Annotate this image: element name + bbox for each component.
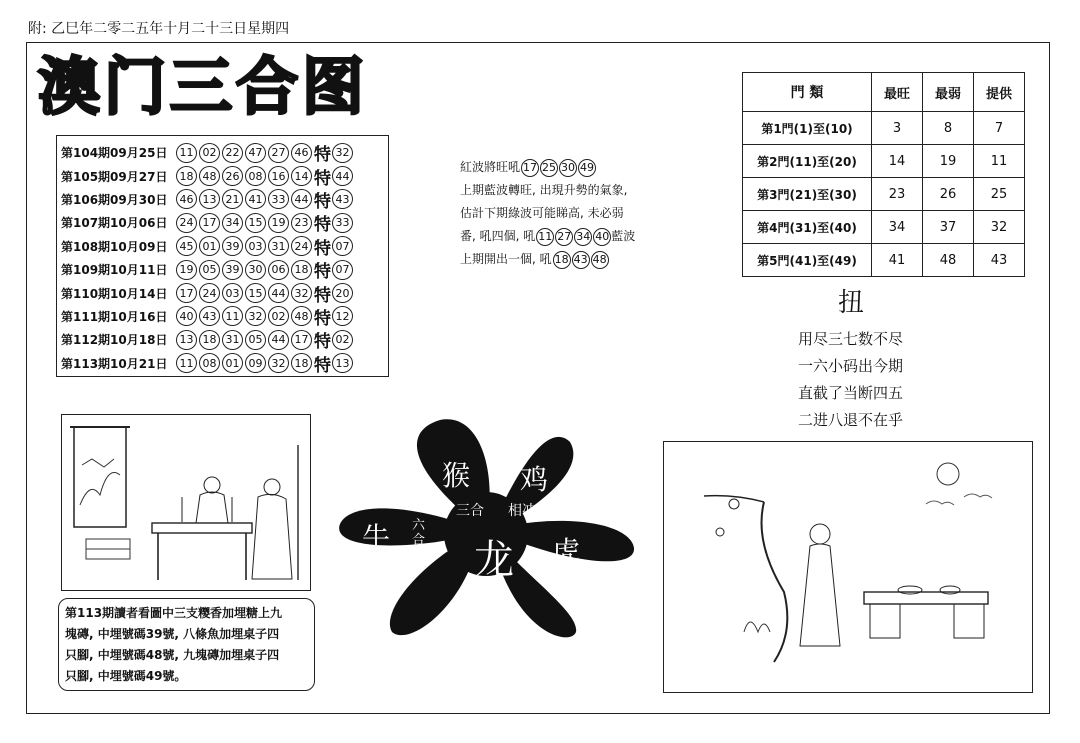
door-row xyxy=(743,211,1025,244)
number-ball: 11 xyxy=(176,143,197,163)
door-give: 43 xyxy=(974,244,1025,277)
door-label: 第2門(11)至(20) xyxy=(743,145,872,178)
special-ball: 12 xyxy=(332,306,353,326)
hint-line: 只腳, 中埋號碼48號, 九塊磚加埋桌子四 xyxy=(65,648,280,662)
special-ball: 33 xyxy=(332,213,353,233)
wave-ball: 11 xyxy=(536,228,554,246)
poem-line: 二进八退不在乎 xyxy=(798,411,904,429)
special-ball: 07 xyxy=(332,260,353,280)
wave-line-4 xyxy=(460,225,660,248)
draw-label: 第107期10月06日 xyxy=(61,216,168,231)
wave-line-2: 上期藍波轉旺, 出現升勢的氣象, xyxy=(460,183,628,197)
number-ball: 39 xyxy=(222,236,243,256)
special-label: 特 xyxy=(314,262,331,283)
draw-row xyxy=(61,141,384,164)
door-give: 32 xyxy=(974,211,1025,244)
special-ball: 07 xyxy=(332,236,353,256)
draw-results-box xyxy=(56,135,389,377)
hint-box xyxy=(58,598,315,691)
special-ball: 20 xyxy=(332,283,353,303)
number-ball: 11 xyxy=(222,306,243,326)
door-min: 37 xyxy=(923,211,974,244)
header-min: 最弱 xyxy=(923,73,974,112)
number-ball: 06 xyxy=(268,260,289,280)
xiangchong-label: 相冲 xyxy=(508,503,536,519)
wave-line-1-text: 紅波將旺吼 xyxy=(460,160,521,174)
wave-ball: 25 xyxy=(540,159,558,177)
draw-label: 第104期09月25日 xyxy=(61,146,168,161)
number-ball: 18 xyxy=(199,330,220,350)
zodiac-ox: 牛 xyxy=(362,521,391,554)
number-ball: 43 xyxy=(199,306,220,326)
door-give: 11 xyxy=(974,145,1025,178)
draw-results-list xyxy=(61,141,384,375)
number-ball: 23 xyxy=(291,213,312,233)
wave-line-5-text: 上期開出一個, 吼 xyxy=(460,252,552,266)
number-ball: 45 xyxy=(176,236,197,256)
number-ball: 32 xyxy=(291,283,312,303)
number-ball: 24 xyxy=(176,213,197,233)
hint-line: 第113期讀者看圖中三支糭香加埋糖上九 xyxy=(65,606,283,620)
number-ball: 03 xyxy=(222,283,243,303)
draw-row xyxy=(61,305,384,328)
special-label: 特 xyxy=(314,332,331,353)
number-ball: 19 xyxy=(176,260,197,280)
poem xyxy=(798,326,903,434)
header-door: 門 類 xyxy=(743,73,872,112)
draw-label: 第112期10月18日 xyxy=(61,333,168,348)
header-max: 最旺 xyxy=(872,73,923,112)
wave-line-1-balls xyxy=(520,160,596,174)
zodiac-tiger: 虎 xyxy=(552,535,581,568)
sanhe-label: 三合 xyxy=(456,503,484,519)
number-ball: 40 xyxy=(176,306,197,326)
number-ball: 01 xyxy=(199,236,220,256)
special-label: 特 xyxy=(314,308,331,329)
number-ball: 08 xyxy=(245,166,266,186)
hint-line: 塊磚, 中埋號碼39號, 八條魚加埋桌子四 xyxy=(65,627,280,641)
number-ball: 31 xyxy=(268,236,289,256)
draw-label: 第106期09月30日 xyxy=(61,192,168,207)
zodiac-rooster: 鸡 xyxy=(520,463,549,496)
number-ball: 22 xyxy=(222,143,243,163)
special-label: 特 xyxy=(314,238,331,259)
number-ball: 48 xyxy=(291,306,312,326)
wave-ball: 48 xyxy=(591,251,609,269)
number-ball: 41 xyxy=(245,189,266,209)
number-ball: 31 xyxy=(222,330,243,350)
number-ball: 30 xyxy=(245,260,266,280)
special-ball: 13 xyxy=(332,353,353,373)
number-ball: 32 xyxy=(245,306,266,326)
door-table-body xyxy=(743,112,1025,277)
door-label: 第4門(31)至(40) xyxy=(743,211,872,244)
wave-line-5 xyxy=(460,248,660,271)
door-row xyxy=(743,112,1025,145)
door-label: 第5門(41)至(49) xyxy=(743,244,872,277)
lady-tree-drawing xyxy=(664,442,1032,692)
number-ball: 16 xyxy=(268,166,289,186)
liuhe-label: 六合 xyxy=(412,518,426,548)
special-label: 特 xyxy=(314,168,331,189)
door-max: 41 xyxy=(872,244,923,277)
special-label: 特 xyxy=(314,145,331,166)
wave-ball: 30 xyxy=(559,159,577,177)
draw-row xyxy=(61,258,384,281)
number-ball: 15 xyxy=(245,213,266,233)
number-ball: 33 xyxy=(268,189,289,209)
number-ball: 03 xyxy=(245,236,266,256)
door-min: 48 xyxy=(923,244,974,277)
number-ball: 46 xyxy=(176,189,197,209)
wave-line-1 xyxy=(460,156,660,179)
wave-ball: 43 xyxy=(572,251,590,269)
special-ball: 32 xyxy=(332,143,353,163)
number-ball: 18 xyxy=(291,353,312,373)
door-give: 25 xyxy=(974,178,1025,211)
poem-line: 用尽三七数不尽 xyxy=(798,330,904,348)
number-ball: 21 xyxy=(222,189,243,209)
number-ball: 02 xyxy=(268,306,289,326)
illustration-scholars xyxy=(61,414,311,591)
number-ball: 15 xyxy=(245,283,266,303)
number-ball: 48 xyxy=(199,166,220,186)
wave-analysis-text xyxy=(460,156,660,271)
number-ball: 05 xyxy=(245,330,266,350)
wave-line-5-balls xyxy=(552,252,609,266)
number-ball: 18 xyxy=(291,260,312,280)
draw-row xyxy=(61,211,384,234)
number-ball: 01 xyxy=(222,353,243,373)
draw-label: 第110期10月14日 xyxy=(61,286,168,301)
special-label: 特 xyxy=(314,215,331,236)
number-ball: 14 xyxy=(291,166,312,186)
number-ball: 18 xyxy=(176,166,197,186)
wave-line-4-text: 番, 吼四個, 吼 xyxy=(460,229,536,243)
door-max: 14 xyxy=(872,145,923,178)
draw-row xyxy=(61,281,384,304)
hint-line: 只腳, 中埋號碼49號。 xyxy=(65,669,187,683)
door-label: 第1門(1)至(10) xyxy=(743,112,872,145)
draw-label: 第109期10月11日 xyxy=(61,263,168,278)
number-ball: 27 xyxy=(268,143,289,163)
wave-ball: 27 xyxy=(555,228,573,246)
number-ball: 26 xyxy=(222,166,243,186)
number-ball: 34 xyxy=(222,213,243,233)
special-ball: 02 xyxy=(332,330,353,350)
draw-label: 第111期10月16日 xyxy=(61,309,168,324)
number-ball: 05 xyxy=(199,260,220,280)
poem-line: 直截了当断四五 xyxy=(798,384,904,402)
zodiac-flower xyxy=(330,412,642,644)
special-label: 特 xyxy=(314,191,331,212)
wave-ball: 17 xyxy=(521,159,539,177)
number-ball: 44 xyxy=(291,189,312,209)
door-row xyxy=(743,244,1025,277)
draw-row xyxy=(61,164,384,187)
door-min: 26 xyxy=(923,178,974,211)
number-ball: 44 xyxy=(268,283,289,303)
door-max: 34 xyxy=(872,211,923,244)
draw-row xyxy=(61,235,384,258)
door-max: 3 xyxy=(872,112,923,145)
poem-line: 一六小码出今期 xyxy=(798,357,904,375)
draw-label: 第105期09月27日 xyxy=(61,169,168,184)
number-ball: 17 xyxy=(176,283,197,303)
door-table xyxy=(742,72,1025,277)
door-table-header xyxy=(743,73,1025,112)
door-row xyxy=(743,178,1025,211)
number-ball: 39 xyxy=(222,260,243,280)
number-ball: 08 xyxy=(199,353,220,373)
wave-ball: 49 xyxy=(578,159,596,177)
door-give: 7 xyxy=(974,112,1025,145)
door-label: 第3門(21)至(30) xyxy=(743,178,872,211)
number-ball: 13 xyxy=(176,330,197,350)
page-title: 澳门三合图 xyxy=(38,50,369,123)
number-ball: 44 xyxy=(268,330,289,350)
number-ball: 17 xyxy=(291,330,312,350)
number-ball: 47 xyxy=(245,143,266,163)
wave-line-3: 估計下期綠波可能睇高, 未必弱 xyxy=(460,206,624,220)
draw-label: 第108期10月09日 xyxy=(61,239,168,254)
special-label: 特 xyxy=(314,355,331,376)
illustration-lady-tree xyxy=(663,441,1033,693)
number-ball: 02 xyxy=(199,143,220,163)
zodiac-monkey: 猴 xyxy=(442,459,471,492)
draw-label: 第113期10月21日 xyxy=(61,356,168,371)
zodiac-dragon: 龙 xyxy=(474,537,514,583)
number-ball: 17 xyxy=(199,213,220,233)
number-ball: 19 xyxy=(268,213,289,233)
wave-line-4-balls xyxy=(535,229,611,243)
special-label: 特 xyxy=(314,285,331,306)
wave-line-4-tail: 藍波 xyxy=(611,229,636,243)
draw-row xyxy=(61,328,384,351)
special-ball: 44 xyxy=(332,166,353,186)
number-ball: 32 xyxy=(268,353,289,373)
wave-ball: 40 xyxy=(593,228,611,246)
door-row xyxy=(743,145,1025,178)
number-ball: 09 xyxy=(245,353,266,373)
top-note: 附: 乙巳年二零二五年十月二十三日星期四 xyxy=(28,21,290,37)
door-min: 8 xyxy=(923,112,974,145)
number-ball: 24 xyxy=(291,236,312,256)
twist-char: 扭 xyxy=(838,288,865,318)
draw-row xyxy=(61,352,384,375)
number-ball: 11 xyxy=(176,353,197,373)
door-min: 19 xyxy=(923,145,974,178)
scholars-drawing xyxy=(62,415,310,590)
number-ball: 24 xyxy=(199,283,220,303)
draw-row xyxy=(61,188,384,211)
special-ball: 43 xyxy=(332,189,353,209)
number-ball: 46 xyxy=(291,143,312,163)
door-max: 23 xyxy=(872,178,923,211)
header-give: 提供 xyxy=(974,73,1025,112)
wave-ball: 18 xyxy=(553,251,571,269)
wave-ball: 34 xyxy=(574,228,592,246)
number-ball: 13 xyxy=(199,189,220,209)
